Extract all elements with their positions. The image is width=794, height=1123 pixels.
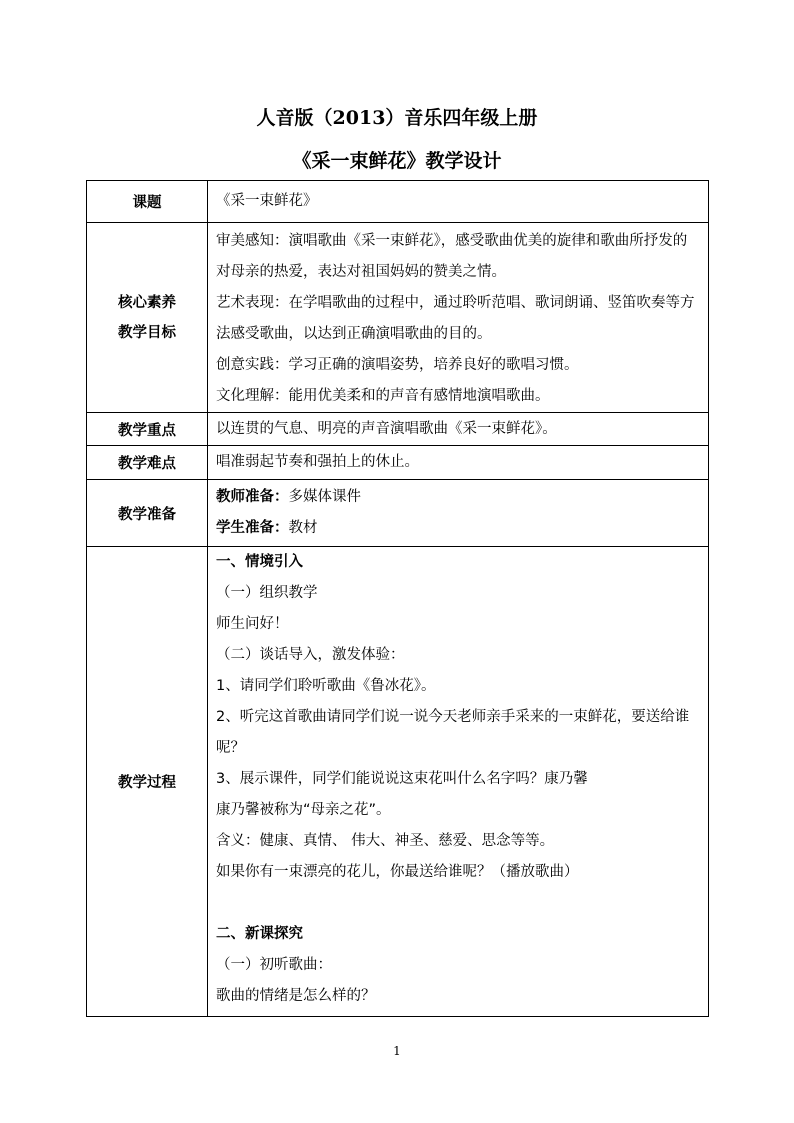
label-objectives-line2: 教学目标	[118, 324, 176, 341]
difficulties-value: 唱准弱起节奏和强拍上的休止。	[216, 454, 419, 470]
row-key-points	[87, 413, 709, 446]
teacher-preparation-label: 教师准备：	[216, 489, 289, 505]
label-process: 教学过程	[87, 547, 208, 1017]
document-title: 人音版（2013）音乐四年级上册	[256, 107, 538, 129]
process-line: 含义：健康、真情、 伟大、神圣、慈爱、思念等等。	[216, 833, 555, 849]
process-line: （二）谈话导入，激发体验：	[216, 647, 405, 663]
process-section2-title: 二、新课探究	[216, 926, 303, 942]
row-difficulties	[87, 446, 709, 480]
topic-value: 《采一束鲜花》	[216, 193, 318, 209]
process-line: 歌曲的情绪是怎么样的？	[216, 988, 376, 1004]
objective-item: 艺术表现：在学唱歌曲的过程中，通过聆听范唱、歌词朗诵、竖笛吹奏等方法感受歌曲，以达到正确演唱歌曲的目的。	[216, 295, 695, 342]
process-blank-line	[216, 888, 700, 919]
process-line: （一）初听歌曲：	[216, 957, 332, 973]
label-objectives-line1: 核心素养	[118, 294, 176, 311]
process-line: 2、听完这首歌曲请同学们说一说今天老师亲手采来的一束鲜花，要送给谁呢？	[216, 709, 690, 756]
label-topic: 课题	[87, 181, 208, 223]
process-line: 3、展示课件，同学们能说说这束花叫什么名字吗？康乃馨	[216, 771, 588, 787]
label-preparation: 教学准备	[87, 480, 208, 547]
process-line: （一）组织教学	[216, 585, 318, 601]
objective-item: 文化理解：能用优美柔和的声音有感情地演唱歌曲。	[216, 388, 550, 404]
page-number: 1	[393, 1044, 401, 1058]
teacher-preparation	[216, 482, 700, 513]
process-line: 如果你有一束漂亮的花儿，你最送给谁呢？（播放歌曲）	[216, 864, 579, 880]
student-preparation-value: 教材	[288, 520, 318, 536]
process-line: 师生问好！	[216, 616, 289, 632]
objective-item: 创意实践：学习正确的演唱姿势，培养良好的歌唱习惯。	[216, 357, 579, 373]
process-line: 康乃馨被称为“母亲之花”。	[216, 802, 391, 818]
lesson-plan-table	[86, 180, 709, 1017]
document-subtitle: 《采一束鲜花》教学设计	[292, 150, 502, 172]
teacher-preparation-value: 多媒体课件	[288, 489, 361, 505]
row-process	[87, 547, 709, 1017]
label-key-points: 教学重点	[87, 413, 208, 446]
row-preparation	[87, 480, 709, 547]
key-points-value: 以连贯的气息、明亮的声音演唱歌曲《采一束鲜花》。	[216, 420, 557, 437]
label-difficulties: 教学难点	[87, 446, 208, 480]
row-topic	[87, 181, 709, 223]
objective-item: 审美感知：演唱歌曲《采一束鲜花》，感受歌曲优美的旋律和歌曲所抒发的对母亲的热爱，表达对祖国妈妈的赞美之情。	[216, 233, 688, 280]
process-line: 1、请同学们聆听歌曲《鲁冰花》。	[216, 678, 436, 694]
process-section1-title: 一、情境引入	[216, 554, 303, 570]
student-preparation-label: 学生准备：	[216, 520, 289, 536]
student-preparation	[216, 513, 700, 544]
label-objectives	[87, 223, 208, 413]
row-objectives	[87, 223, 709, 413]
